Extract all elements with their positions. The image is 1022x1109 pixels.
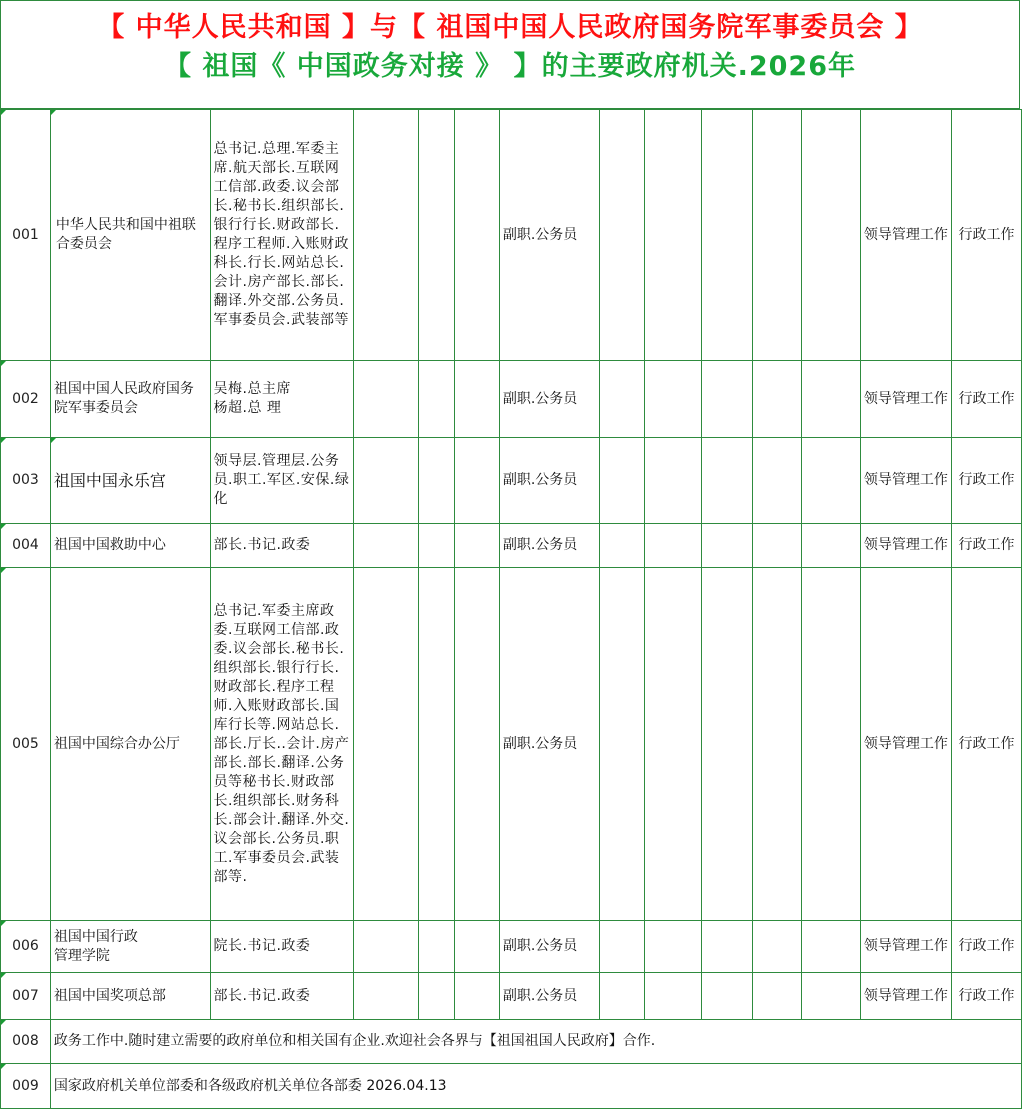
empty-cell[interactable] xyxy=(702,110,753,361)
empty-cell[interactable] xyxy=(454,921,499,973)
empty-cell[interactable] xyxy=(702,361,753,438)
table-row xyxy=(1,568,1022,921)
table-row xyxy=(1,438,1022,524)
empty-cell[interactable] xyxy=(645,921,702,973)
table-row xyxy=(1,524,1022,568)
work-type-cell[interactable]: 领导管理工作 xyxy=(860,438,951,524)
work-type-cell[interactable]: 领导管理工作 xyxy=(860,110,951,361)
empty-cell[interactable] xyxy=(753,438,802,524)
row-number[interactable]: 006 xyxy=(1,921,51,973)
empty-cell[interactable] xyxy=(454,438,499,524)
empty-cell[interactable] xyxy=(419,921,455,973)
empty-cell[interactable] xyxy=(702,921,753,973)
work-category-cell[interactable]: 行政工作 xyxy=(951,110,1021,361)
empty-cell[interactable] xyxy=(645,524,702,568)
empty-cell[interactable] xyxy=(599,110,645,361)
work-type-cell[interactable]: 领导管理工作 xyxy=(860,973,951,1020)
cell-marker xyxy=(51,110,56,115)
agency-name-cell[interactable]: 祖国中国人民政府国务院军事委员会 xyxy=(50,361,210,438)
title-cell[interactable] xyxy=(0,0,1020,109)
roles-cell[interactable]: 吴梅.总主席 杨超.总 理 xyxy=(210,361,354,438)
table-row xyxy=(1,921,1022,973)
work-category-cell[interactable]: 行政工作 xyxy=(951,568,1021,921)
table-row xyxy=(1,110,1022,361)
row-number[interactable]: 004 xyxy=(1,524,51,568)
row-number[interactable]: 003 xyxy=(1,438,51,524)
empty-cell[interactable] xyxy=(599,921,645,973)
work-category-cell[interactable]: 行政工作 xyxy=(951,921,1021,973)
cell-marker xyxy=(1,361,6,366)
title-line-1: 【 中华人民共和国 】与【 祖国中国人民政府国务院军事委员会 】 xyxy=(97,12,923,43)
row-number[interactable]: 005 xyxy=(1,568,51,921)
cell-marker xyxy=(1,438,6,443)
rank-cell[interactable]: 副职.公务员 xyxy=(499,921,599,973)
empty-cell[interactable] xyxy=(802,110,861,361)
agency-name-cell[interactable]: 祖国中国救助中心 xyxy=(50,524,210,568)
empty-cell[interactable] xyxy=(599,438,645,524)
cell-marker xyxy=(51,438,56,443)
empty-cell[interactable] xyxy=(802,438,861,524)
empty-cell[interactable] xyxy=(354,921,419,973)
empty-cell[interactable] xyxy=(419,438,455,524)
empty-cell[interactable] xyxy=(354,438,419,524)
roles-cell[interactable]: 部长.书记.政委 xyxy=(210,973,354,1020)
empty-cell[interactable] xyxy=(802,568,861,921)
rank-cell[interactable]: 副职.公务员 xyxy=(499,524,599,568)
empty-cell[interactable] xyxy=(802,524,861,568)
empty-cell[interactable] xyxy=(645,110,702,361)
empty-cell[interactable] xyxy=(599,361,645,438)
rank-cell[interactable]: 副职.公务员 xyxy=(499,568,599,921)
cell-marker xyxy=(1,524,6,529)
empty-cell[interactable] xyxy=(354,568,419,921)
note-cell[interactable]: 国家政府机关单位部委和各级政府机关单位各部委 2026.04.13 xyxy=(50,1064,1021,1109)
empty-cell[interactable] xyxy=(753,973,802,1020)
roles-cell[interactable]: 部长.书记.政委 xyxy=(210,524,354,568)
empty-cell[interactable] xyxy=(702,438,753,524)
cell-marker xyxy=(1,1064,6,1069)
roles-cell[interactable]: 总书记.军委主席政委.互联网工信部.政委.议会部长.秘书长.组织部长.银行行长.财政部长.程序工程师.入账财政部长.国库行长等.网站总长.部长.厅长..会计.房产部长.部长.翻译.公务员等秘书长.财政部长.组织部长.财务科长.部会计.翻译.外交.议会部长.公务员.职工.军事委员会.武装部等. xyxy=(210,568,354,921)
empty-cell[interactable] xyxy=(454,110,499,361)
table-row xyxy=(1,1064,1022,1109)
cell-marker xyxy=(1,110,6,115)
row-number[interactable]: 007 xyxy=(1,973,51,1020)
row-number[interactable]: 002 xyxy=(1,361,51,438)
empty-cell[interactable] xyxy=(354,973,419,1020)
empty-cell[interactable] xyxy=(454,973,499,1020)
empty-cell[interactable] xyxy=(419,524,455,568)
roles-cell[interactable]: 院长.书记.政委 xyxy=(210,921,354,973)
empty-cell[interactable] xyxy=(645,438,702,524)
cell-marker xyxy=(1,1020,6,1025)
title-line-2: 【 祖国《 中国政务对接 》 】的主要政府机关.2026年 xyxy=(163,51,856,82)
note-cell[interactable]: 政务工作中.随时建立需要的政府单位和相关国有企业.欢迎社会各界与【祖国祖国人民政府】合作. xyxy=(50,1020,1021,1064)
agency-name-cell[interactable]: 祖国中国综合办公厅 xyxy=(50,568,210,921)
empty-cell[interactable] xyxy=(599,568,645,921)
empty-cell[interactable] xyxy=(419,361,455,438)
cell-marker xyxy=(1,921,6,926)
empty-cell[interactable] xyxy=(354,361,419,438)
rank-cell[interactable]: 副职.公务员 xyxy=(499,973,599,1020)
agency-name-cell[interactable]: 祖国中国奖项总部 xyxy=(50,973,210,1020)
work-category-cell[interactable]: 行政工作 xyxy=(951,524,1021,568)
empty-cell[interactable] xyxy=(419,973,455,1020)
table-row xyxy=(1,1020,1022,1064)
rank-cell[interactable]: 副职.公务员 xyxy=(499,110,599,361)
empty-cell[interactable] xyxy=(753,524,802,568)
empty-cell[interactable] xyxy=(753,568,802,921)
empty-cell[interactable] xyxy=(802,973,861,1020)
empty-cell[interactable] xyxy=(454,524,499,568)
empty-cell[interactable] xyxy=(419,110,455,361)
work-type-cell[interactable]: 领导管理工作 xyxy=(860,568,951,921)
row-number[interactable]: 009 xyxy=(1,1064,51,1109)
empty-cell[interactable] xyxy=(802,921,861,973)
empty-cell[interactable] xyxy=(645,361,702,438)
empty-cell[interactable] xyxy=(454,568,499,921)
row-number[interactable]: 008 xyxy=(1,1020,51,1064)
empty-cell[interactable] xyxy=(702,524,753,568)
empty-cell[interactable] xyxy=(454,361,499,438)
empty-cell[interactable] xyxy=(702,973,753,1020)
work-category-cell[interactable]: 行政工作 xyxy=(951,438,1021,524)
work-type-cell[interactable]: 领导管理工作 xyxy=(860,361,951,438)
roles-cell[interactable]: 总书记.总理.军委主席.航天部长.互联网工信部.政委.议会部长.秘书长.组织部长.银行行长.财政部长.程序工程师.入账财政科长.行长.网站总长.会计.房产部长.部长.翻译.外交部.公务员.军事委员会.武装部等 xyxy=(210,110,354,361)
empty-cell[interactable] xyxy=(354,110,419,361)
cell-marker xyxy=(1,973,6,978)
empty-cell[interactable] xyxy=(645,973,702,1020)
empty-cell[interactable] xyxy=(354,524,419,568)
empty-cell[interactable] xyxy=(753,921,802,973)
rank-cell[interactable]: 副职.公务员 xyxy=(499,438,599,524)
work-type-cell[interactable]: 领导管理工作 xyxy=(860,524,951,568)
empty-cell[interactable] xyxy=(702,568,753,921)
work-category-cell[interactable]: 行政工作 xyxy=(951,361,1021,438)
agency-name-cell[interactable]: 中华人民共和国中祖联合委员会 xyxy=(50,110,210,361)
table-row xyxy=(1,361,1022,438)
row-number[interactable]: 001 xyxy=(1,110,51,361)
work-category-cell[interactable]: 行政工作 xyxy=(951,973,1021,1020)
empty-cell[interactable] xyxy=(419,568,455,921)
empty-cell[interactable] xyxy=(802,361,861,438)
agency-name-cell[interactable]: 祖国中国行政 管理学院 xyxy=(50,921,210,973)
cell-marker xyxy=(1,568,6,573)
work-type-cell[interactable]: 领导管理工作 xyxy=(860,921,951,973)
empty-cell[interactable] xyxy=(645,568,702,921)
empty-cell[interactable] xyxy=(599,973,645,1020)
agency-name-cell[interactable]: 祖国中国永乐宫 xyxy=(50,438,210,524)
rank-cell[interactable]: 副职.公务员 xyxy=(499,361,599,438)
empty-cell[interactable] xyxy=(599,524,645,568)
empty-cell[interactable] xyxy=(753,361,802,438)
agency-table xyxy=(0,109,1022,1109)
empty-cell[interactable] xyxy=(753,110,802,361)
table-row xyxy=(1,973,1022,1020)
roles-cell[interactable]: 领导层.管理层.公务员.职工.军区.安保.绿化 xyxy=(210,438,354,524)
